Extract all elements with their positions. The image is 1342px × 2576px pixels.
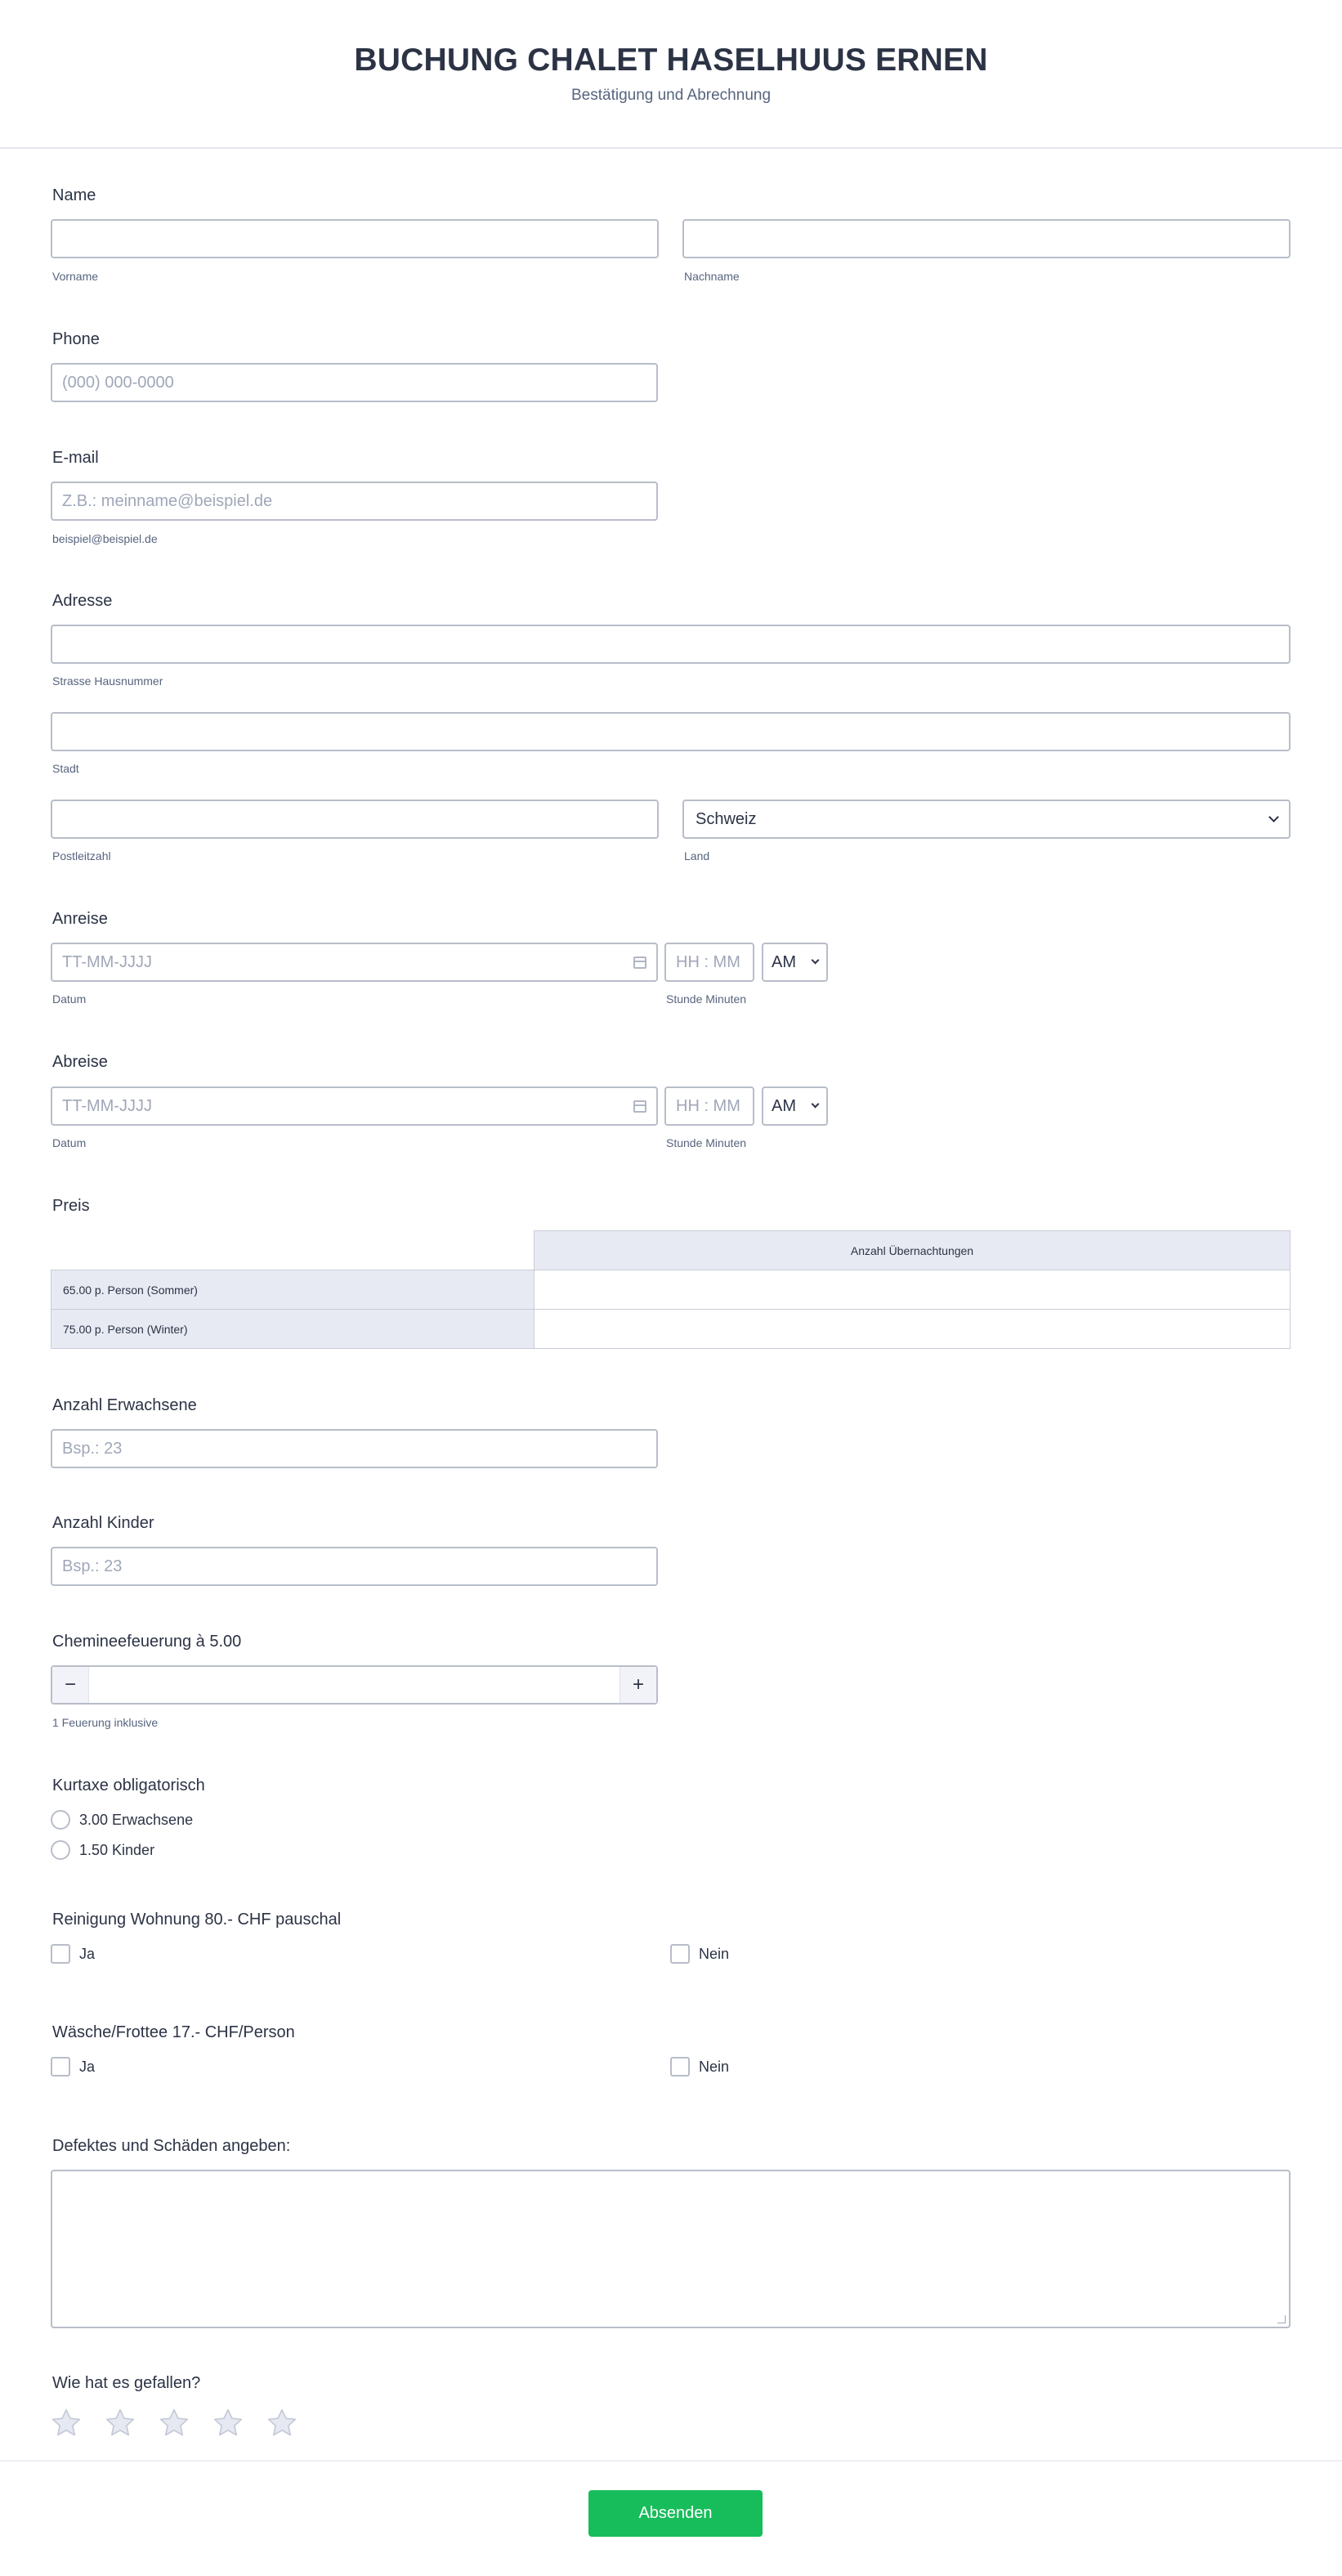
country-sublabel: Land — [684, 849, 710, 862]
address-label: Adresse — [52, 592, 113, 610]
laundry-option-no: Nein — [699, 2059, 730, 2075]
departure-time-input[interactable] — [664, 1086, 754, 1126]
first-name-sublabel: Vorname — [52, 270, 99, 283]
matrix-row-header: 75.00 p. Person (Winter) — [51, 1310, 535, 1349]
price-label: Preis — [52, 1197, 90, 1215]
submit-button[interactable]: Absenden — [588, 2490, 763, 2537]
arrival-ampm-value: AM — [772, 952, 796, 971]
arrival-date-input[interactable] — [51, 943, 658, 982]
departure-ampm-select[interactable] — [762, 1086, 828, 1126]
laundry-option-yes: Ja — [79, 2059, 96, 2075]
kurtaxe-label: Kurtaxe obligatorisch — [52, 1776, 205, 1794]
star-icon[interactable] — [104, 2407, 136, 2439]
matrix-input-cell[interactable] — [535, 1270, 1291, 1310]
arrival-ampm-select[interactable] — [762, 943, 828, 982]
children-label: Anzahl Kinder — [52, 1514, 154, 1532]
chevron-down-icon — [812, 956, 820, 965]
star-icon[interactable] — [50, 2407, 83, 2439]
fireplace-stepper[interactable] — [51, 1665, 658, 1705]
arrival-time-placeholder: HH : MM — [676, 952, 740, 971]
form-header — [0, 0, 1342, 149]
calendar-icon[interactable] — [633, 1100, 646, 1113]
city-sublabel: Stadt — [52, 762, 79, 775]
last-name-input[interactable] — [682, 219, 1291, 258]
cleaning-checkbox-no[interactable] — [670, 1944, 690, 1964]
matrix-row-header: 65.00 p. Person (Sommer) — [51, 1270, 535, 1310]
fireplace-quantity-input[interactable] — [88, 1667, 620, 1703]
form-title: BUCHUNG CHALET HASELHUUS ERNEN — [354, 43, 988, 78]
chevron-down-icon — [812, 1100, 820, 1109]
departure-time-placeholder: HH : MM — [676, 1096, 740, 1115]
matrix-column-header: Anzahl Übernachtungen — [535, 1231, 1291, 1270]
street-input[interactable] — [51, 625, 1291, 664]
star-icon[interactable] — [212, 2407, 244, 2439]
increment-button[interactable]: + — [620, 1667, 656, 1703]
departure-time-sublabel: Stunde Minuten — [666, 1136, 747, 1149]
laundry-checkbox-no[interactable] — [670, 2057, 690, 2076]
defects-label: Defektes und Schäden angeben: — [52, 2137, 291, 2155]
matrix-corner — [51, 1231, 535, 1270]
fireplace-label: Chemineefeuerung à 5.00 — [52, 1633, 242, 1651]
price-matrix — [51, 1230, 1291, 1349]
rating-label: Wie hat es gefallen? — [52, 2374, 201, 2392]
first-name-input[interactable] — [51, 219, 659, 258]
cleaning-option-yes: Ja — [79, 1946, 96, 1962]
zip-input[interactable] — [51, 800, 659, 839]
country-value: Schweiz — [696, 809, 757, 828]
adults-input[interactable] — [51, 1429, 658, 1468]
arrival-label: Anreise — [52, 910, 108, 928]
departure-date-sublabel: Datum — [52, 1136, 87, 1149]
phone-input[interactable] — [51, 363, 658, 402]
star-icon[interactable] — [158, 2407, 190, 2439]
country-select[interactable] — [682, 800, 1291, 839]
star-icon[interactable] — [266, 2407, 298, 2439]
adults-label: Anzahl Erwachsene — [52, 1396, 197, 1414]
decrement-button[interactable]: − — [52, 1667, 88, 1703]
laundry-label: Wäsche/Frottee 17.- CHF/Person — [52, 2023, 295, 2041]
last-name-sublabel: Nachname — [684, 270, 740, 283]
cleaning-option-no: Nein — [699, 1946, 730, 1962]
arrival-time-input[interactable] — [664, 943, 754, 982]
kurtaxe-option-adults: 3.00 Erwachsene — [79, 1812, 194, 1828]
fireplace-sublabel: 1 Feuerung inklusive — [52, 1716, 159, 1729]
table-row — [51, 1270, 1291, 1310]
resize-handle-icon[interactable] — [1277, 2315, 1286, 2323]
zip-sublabel: Postleitzahl — [52, 849, 111, 862]
city-input[interactable] — [51, 712, 1291, 751]
departure-label: Abreise — [52, 1053, 108, 1071]
arrival-date-placeholder: TT-MM-JJJJ — [62, 952, 152, 971]
cleaning-checkbox-yes[interactable] — [51, 1944, 70, 1964]
name-label: Name — [52, 186, 96, 204]
kurtaxe-option-children: 1.50 Kinder — [79, 1842, 155, 1858]
arrival-time-sublabel: Stunde Minuten — [666, 992, 747, 1006]
arrival-date-sublabel: Datum — [52, 992, 87, 1006]
departure-date-input[interactable] — [51, 1086, 658, 1126]
email-input[interactable] — [51, 482, 658, 521]
matrix-input-cell[interactable] — [535, 1310, 1291, 1349]
cleaning-label: Reinigung Wohnung 80.- CHF pauschal — [52, 1911, 342, 1929]
children-input[interactable] — [51, 1547, 658, 1586]
departure-ampm-value: AM — [772, 1096, 796, 1115]
kurtaxe-radio-children[interactable] — [51, 1840, 70, 1860]
email-sublabel: beispiel@beispiel.de — [52, 532, 158, 545]
form-subtitle: Bestätigung und Abrechnung — [570, 87, 772, 104]
chevron-down-icon — [1268, 812, 1279, 822]
email-label: E-mail — [52, 449, 99, 467]
departure-date-placeholder: TT-MM-JJJJ — [62, 1096, 152, 1115]
street-sublabel: Strasse Hausnummer — [52, 674, 163, 688]
laundry-checkbox-yes[interactable] — [51, 2057, 70, 2076]
table-row — [51, 1310, 1291, 1349]
defects-textarea[interactable] — [51, 2170, 1291, 2328]
kurtaxe-radio-adults[interactable] — [51, 1810, 70, 1830]
phone-label: Phone — [52, 330, 100, 348]
calendar-icon[interactable] — [633, 956, 646, 969]
